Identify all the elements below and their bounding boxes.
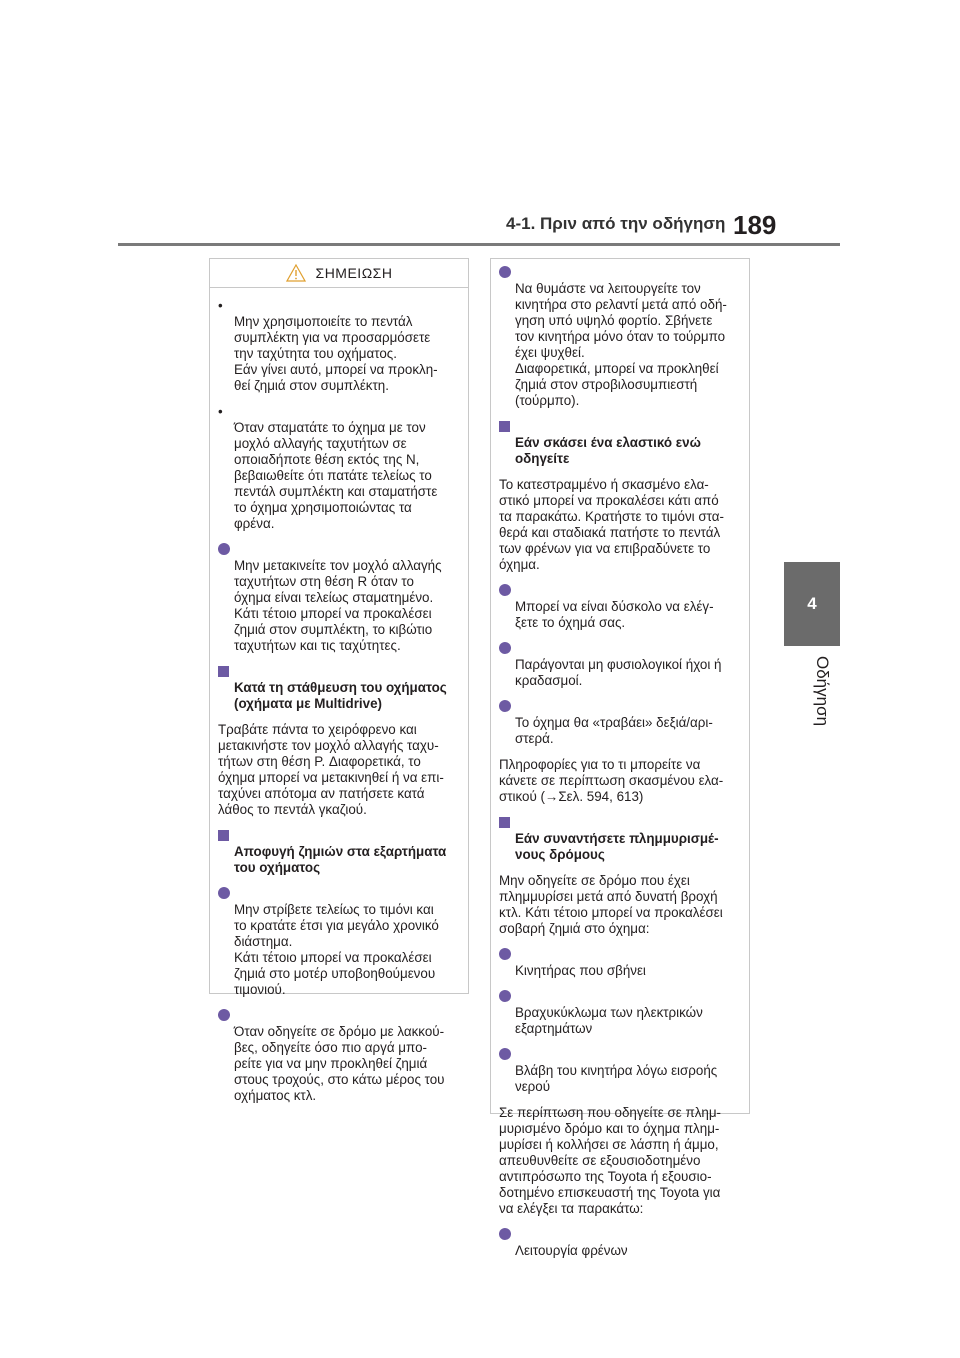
- paragraph: Σε περίπτωση που οδηγείτε σε πλημ- μυρισμένο δρόμο και το όχημα πλημ- μυρίσει ή κολλήσει σε λάσπη ή άμμο, απευθυνθείτε σε εξουσιοδοτημένο αντιπρόσωπο της Toyota ή εξουσιο- δοτημένο επισκευαστή της Toyota για να ελέγξει τα παρακάτω:: [499, 1105, 722, 1216]
- list-item: [218, 404, 460, 532]
- list-item: [499, 583, 741, 631]
- list-item: [499, 265, 741, 409]
- list-item: [499, 947, 741, 979]
- list-item-text: Μην χρησιμοποιείτε το πεντάλ συμπλέκτη για να προσαρμόσετε την ταχύτητα του οχήματος. Εάν γίνει αυτό, μπορεί να προκλη- θεί ζημιά στον συμπλέκτη.: [234, 314, 438, 393]
- list-item-text: Βλάβη του κινητήρα λόγω εισροής νερού: [515, 1063, 718, 1094]
- circle-bullet-icon: [499, 584, 511, 596]
- subheading-text: Εάν συναντήσετε πλημμυρισμέ- νους δρόμους: [515, 831, 719, 862]
- list-item-text: Να θυμάστε να λειτουργείτε τον κινητήρα στο ρελαντί μετά από οδή- γηση υπό υψηλό φορτίο. Σβήνετε τον κινητήρα μόνο όταν το τούρμπο έχει ψυχθεί. Διαφορετικά, μπορεί να προκληθεί ζημιά στον στροβιλοσυμπιεστή (τούρμπο).: [515, 281, 727, 408]
- list-item-text: Βραχυκύκλωμα των ηλεκτρικών εξαρτημάτων: [515, 1005, 703, 1036]
- list-item-text: Το όχημα θα «τραβάει» δεξιά/αρι- στερά.: [515, 715, 713, 746]
- list-item: [499, 699, 741, 747]
- list-item-text: Μην μετακινείτε τον μοχλό αλλαγής ταχυτήτων στη θέση R όταν το όχημα είναι τελείως σταματημένο. Κάτι τέτοιο μπορεί να προκαλέσει ζημιά στον συμπλέκτη, το κιβώτιο ταχυτήτων και τις ταχύτητες.: [234, 558, 442, 653]
- square-bullet-icon: [499, 421, 510, 432]
- chapter-number: 4: [807, 594, 817, 613]
- list-item-text: Μην στρίβετε τελείως το τιμόνι και το κρατάτε έτσι για μεγάλο χρονικό διάστημα. Κάτι τέτοιο μπορεί να προκαλέσει ζημιά στο μοτέρ υποβοηθούμενου τιμονιού.: [234, 902, 439, 997]
- warning-triangle-icon: [286, 264, 306, 282]
- circle-bullet-icon: [218, 887, 230, 899]
- notice-header: [210, 259, 468, 288]
- list-item-text: Όταν οδηγείτε σε δρόμο με λακκού- βες, οδηγείτε όσο πιο αργά μπο- ρείτε για να μην προκληθεί ζημιά στους τροχούς, στο κάτω μέρος του οχήματος κτλ.: [234, 1024, 445, 1103]
- circle-bullet-icon: [218, 1009, 230, 1021]
- circle-bullet-icon: [499, 1228, 511, 1240]
- subheading-text: Εάν σκάσει ένα ελαστικό ενώ οδηγείτε: [515, 435, 701, 466]
- square-bullet-icon: [499, 817, 510, 828]
- list-item: [218, 298, 460, 394]
- list-item-text: Παράγονται μη φυσιολογικοί ήχοι ή κραδασμοί.: [515, 657, 722, 688]
- circle-bullet-icon: [499, 700, 511, 712]
- list-item: [499, 1047, 741, 1095]
- paragraph-with-link[interactable]: Πληροφορίες για το τι μπορείτε να κάνετε σε περίπτωση σκασμένου ελα- στικού (→Σελ. 594, 613): [499, 757, 724, 804]
- list-item: [218, 886, 460, 998]
- chapter-tab[interactable]: [784, 562, 840, 646]
- circle-bullet-icon: [499, 642, 511, 654]
- subheading-text: Αποφυγή ζημιών στα εξαρτήματα του οχήματος: [234, 844, 447, 875]
- square-bullet-icon: [218, 830, 229, 841]
- paragraph: Μην οδηγείτε σε δρόμο που έχει πλημμυρίσει μετά από δυνατή βροχή κτλ. Κάτι τέτοιο μπορεί να προκαλέσει σοβαρή ζημιά στο όχημα:: [499, 873, 723, 936]
- bullet-icon: •: [218, 404, 223, 419]
- circle-bullet-icon: [499, 990, 511, 1002]
- list-item-text: Όταν σταματάτε το όχημα με τον μοχλό αλλαγής ταχυτήτων σε οποιαδήποτε θέση εκτός της N, βεβαιωθείτε ότι πατάτε τελείως το πεντάλ συμπλέκτη και σταματήστε το όχημα χρησιμοποιώντας τα φρένα.: [234, 420, 438, 531]
- circle-bullet-icon: [499, 948, 511, 960]
- list-item: [218, 1008, 460, 1104]
- notice-box: [209, 258, 469, 1103]
- notice-continued-box: [490, 258, 750, 1258]
- header-rule: [118, 243, 840, 246]
- subheading: [218, 664, 460, 712]
- page-number: 189: [733, 210, 777, 240]
- notice-title: ΣΗΜΕΙΩΣΗ: [315, 265, 393, 281]
- chapter-label: Οδήγηση: [813, 656, 832, 727]
- list-item-text: Λειτουργία φρένων: [515, 1243, 628, 1258]
- list-item: [499, 641, 741, 689]
- circle-bullet-icon: [499, 266, 511, 278]
- subheading: [499, 815, 741, 863]
- subheading: [218, 828, 460, 876]
- paragraph: Τραβάτε πάντα το χειρόφρενο και μετακινήστε τον μοχλό αλλαγής ταχυ- τήτων στη θέση P. Διαφορετικά, το όχημα μπορεί να μετακινηθεί ή να επι- ταχύνει απότομα αν πατήσετε κατά λάθος το πεντάλ γκαζιού.: [218, 722, 444, 817]
- list-item-text: Μπορεί να είναι δύσκολο να ελέγ- ξετε το όχημά σας.: [515, 599, 714, 630]
- circle-bullet-icon: [499, 1048, 511, 1060]
- list-item: [218, 542, 460, 654]
- paragraph: Το κατεστραμμένο ή σκασμένο ελα- στικό μπορεί να προκαλέσει κάτι από τα παρακάτω. Κρατήστε το τιμόνι στα- θερά και σταδιακά πατήστε το πεντάλ των φρένων για να επιβραδύνετε το όχημα.: [499, 477, 724, 572]
- list-item: [499, 989, 741, 1037]
- list-item: [499, 1227, 741, 1259]
- bullet-icon: •: [218, 298, 223, 313]
- circle-bullet-icon: [218, 543, 230, 555]
- section-title: 4-1. Πριν από την οδήγηση: [506, 214, 726, 233]
- subheading-text: Κατά τη στάθμευση του οχήματος (οχήματα με Multidrive): [234, 680, 447, 711]
- list-item-text: Κινητήρας που σβήνει: [515, 963, 646, 978]
- square-bullet-icon: [218, 666, 229, 677]
- subheading: [499, 419, 741, 467]
